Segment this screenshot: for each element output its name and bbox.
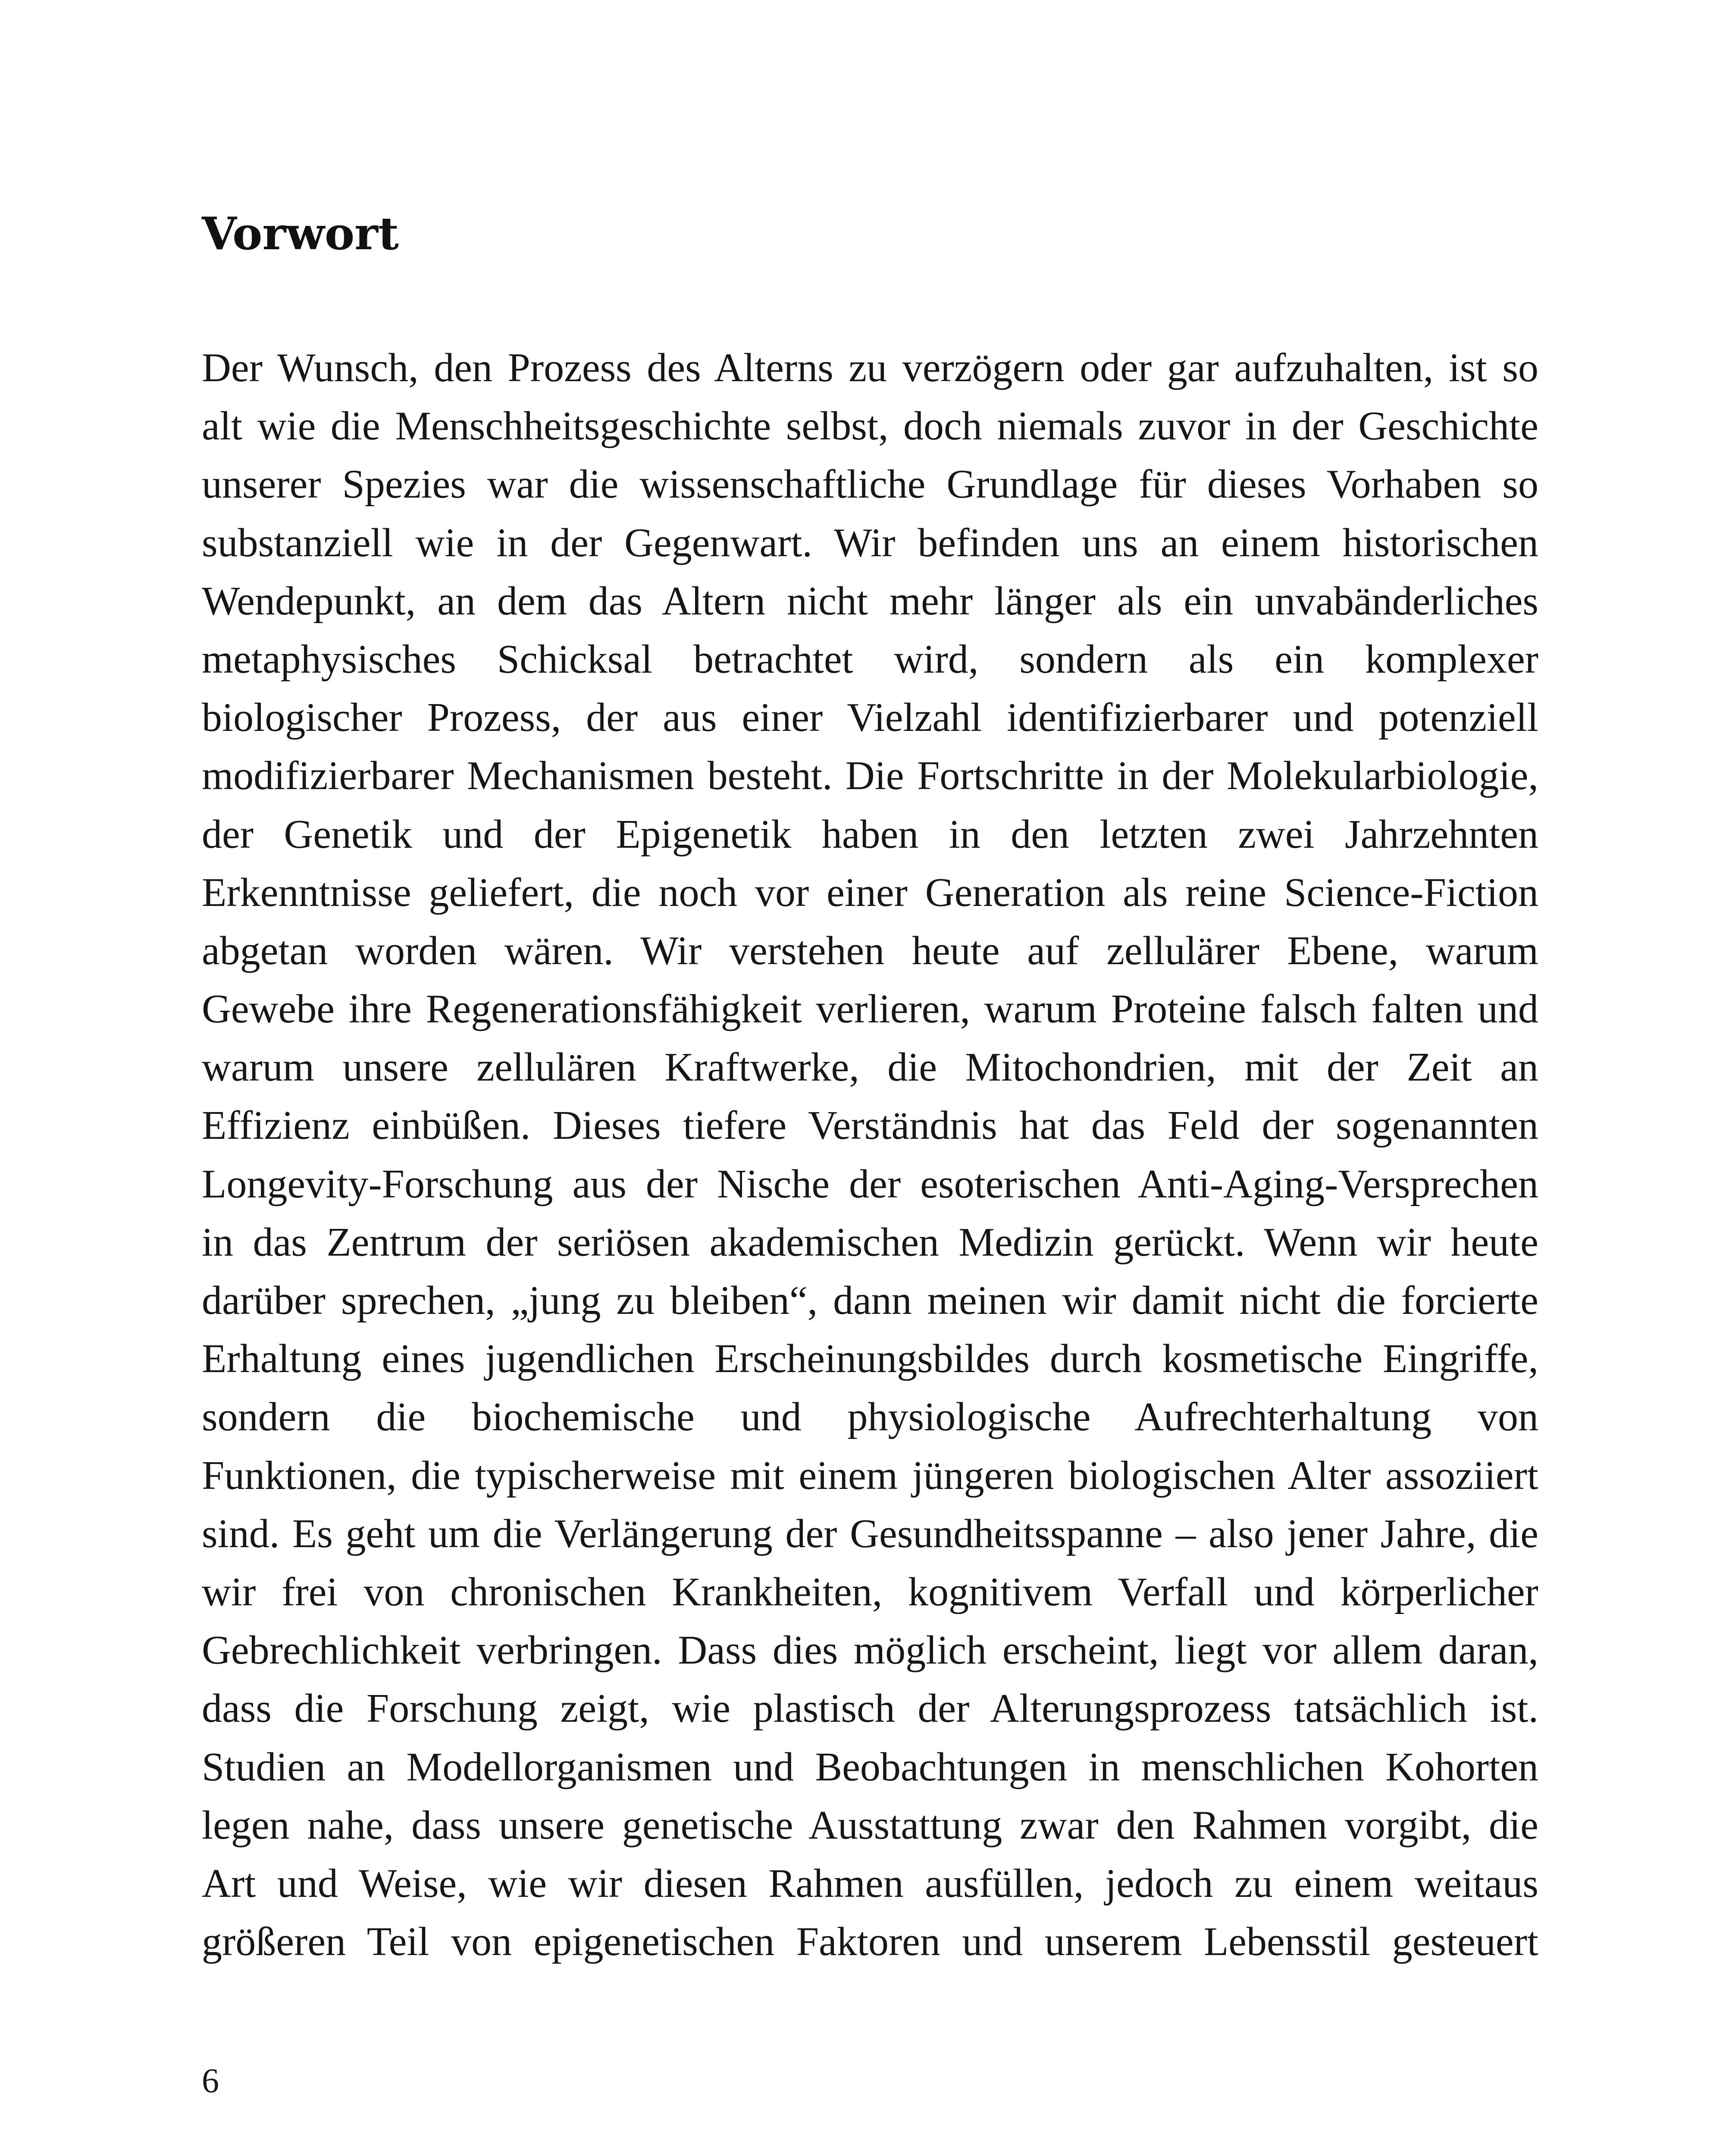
- paragraph-line: unserer Spezies war die wissenschaftliche Grundlage für dieses Vorhaben so: [202, 462, 1538, 507]
- paragraph-line: dass die Forschung zeigt, wie plastisch der Alterungsprozess tatsächlich ist.: [202, 1686, 1538, 1731]
- paragraph-line: darüber sprechen, „jung zu bleiben“, dann meinen wir damit nicht die forcierte: [202, 1278, 1538, 1323]
- paragraph-line: Effizienz einbüßen. Dieses tiefere Verständnis hat das Feld der sogenannten: [202, 1103, 1538, 1148]
- paragraph-line: Funktionen, die typischerweise mit einem jüngeren biologischen Alter assoziiert: [202, 1453, 1538, 1498]
- paragraph-line: Erhaltung eines jugendlichen Erscheinungsbildes durch kosmetische Eingriffe,: [202, 1336, 1538, 1382]
- paragraph-line: Studien an Modellorganismen und Beobachtungen in menschlichen Kohorten: [202, 1744, 1538, 1789]
- paragraph-line: Erkenntnisse geliefert, die noch vor einer Generation als reine Science-Fiction: [202, 870, 1538, 915]
- paragraph-line: Gewebe ihre Regenerationsfähigkeit verlieren, warum Proteine falsch falten und: [202, 987, 1538, 1032]
- page-title: Vorwort: [202, 207, 399, 260]
- paragraph-line: Gebrechlichkeit verbringen. Dass dies möglich erscheint, liegt vor allem daran,: [202, 1628, 1538, 1673]
- paragraph-line: sind. Es geht um die Verlängerung der Gesundheitsspanne – also jener Jahre, die: [202, 1511, 1538, 1556]
- page-number: 6: [202, 2062, 219, 2100]
- paragraph-line: Wendepunkt, an dem das Altern nicht mehr länger als ein unvabänderliches: [202, 578, 1538, 624]
- paragraph-line: sondern die biochemische und physiologische Aufrechterhaltung von: [202, 1395, 1538, 1440]
- paragraph-line: größeren Teil von epigenetischen Faktoren und unserem Lebensstil gesteuert: [202, 1919, 1538, 1965]
- paragraph-line: Der Wunsch, den Prozess des Alterns zu verzögern oder gar aufzuhalten, ist so: [202, 345, 1538, 390]
- paragraph-line: abgetan worden wären. Wir verstehen heute auf zellulärer Ebene, warum: [202, 928, 1538, 973]
- paragraph-line: modifizierbarer Mechanismen besteht. Die Fortschritte in der Molekularbiologie,: [202, 753, 1538, 799]
- paragraph-line: wir frei von chronischen Krankheiten, kognitivem Verfall und körperlicher: [202, 1569, 1538, 1614]
- paragraph-line: warum unsere zellulären Kraftwerke, die Mitochondrien, mit der Zeit an: [202, 1045, 1538, 1090]
- paragraph-line: in das Zentrum der seriösen akademischen Medizin gerückt. Wenn wir heute: [202, 1219, 1538, 1265]
- paragraph-line: Longevity-Forschung aus der Nische der esoterischen Anti-Aging-Versprechen: [202, 1161, 1538, 1206]
- body-paragraph: [202, 339, 1538, 1971]
- paragraph-line: biologischer Prozess, der aus einer Vielzahl identifizierbarer und potenziell: [202, 695, 1538, 740]
- paragraph-line: der Genetik und der Epigenetik haben in den letzten zwei Jahrzehnten: [202, 812, 1538, 857]
- paragraph-line: legen nahe, dass unsere genetische Ausstattung zwar den Rahmen vorgibt, die: [202, 1802, 1538, 1848]
- paragraph-line: metaphysisches Schicksal betrachtet wird, sondern als ein komplexer: [202, 636, 1538, 682]
- paragraph-line: alt wie die Menschheitsgeschichte selbst, doch niemals zuvor in der Geschichte: [202, 404, 1538, 449]
- paragraph-line: substanziell wie in der Gegenwart. Wir befinden uns an einem historischen: [202, 520, 1538, 565]
- paragraph-line: Art und Weise, wie wir diesen Rahmen ausfüllen, jedoch zu einem weitaus: [202, 1861, 1538, 1906]
